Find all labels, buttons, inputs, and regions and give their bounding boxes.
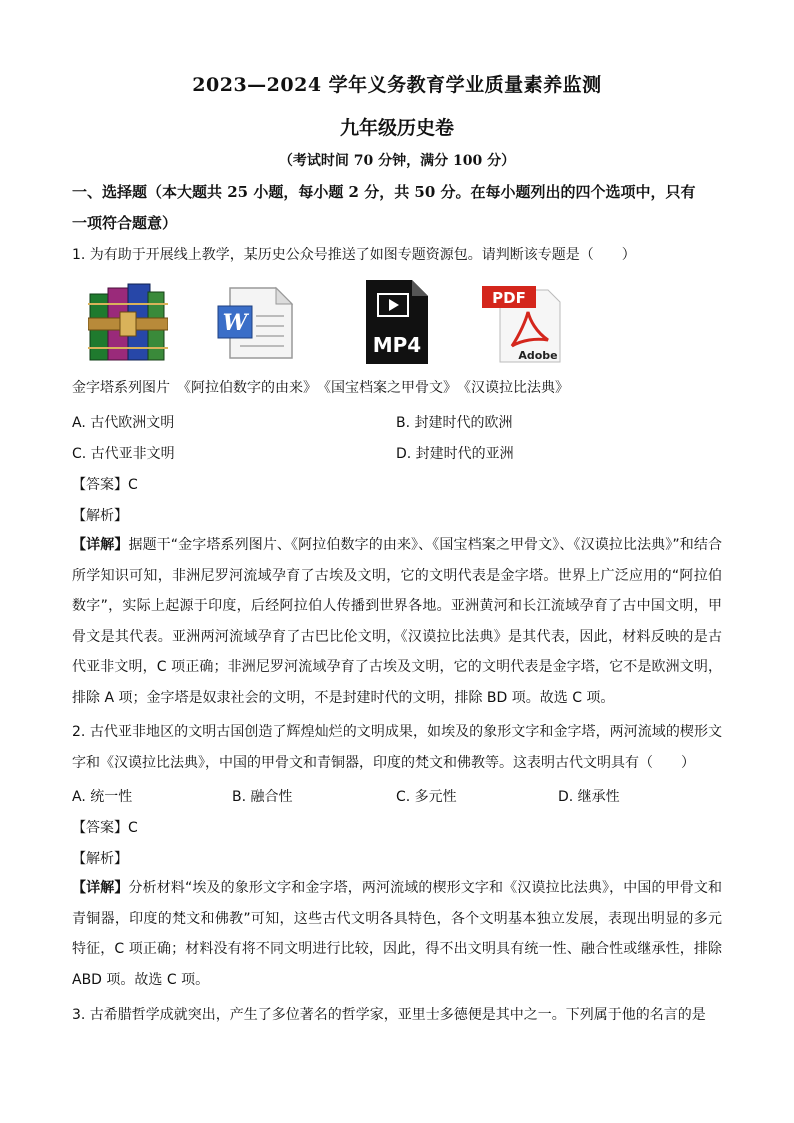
q1-detail-label: 【详解】 [72,537,129,553]
q1-analysis-label: 【解析】 [72,508,128,524]
q2-detail [72,873,722,995]
q2-option-d: D. 继承性 [558,789,620,805]
q1-answer: 【答案】C [72,477,138,493]
q1-option-d: D. 封建时代的亚洲 [396,446,514,462]
q2-detail-label: 【详解】 [72,880,129,896]
q2-option-a: A. 统一性 [72,789,133,805]
q2-analysis-label: 【解析】 [72,851,128,867]
q1-detail [72,530,722,713]
pdf-adobe-icon [482,284,562,364]
exam-info: （考试时间 70 分钟，满分 100 分） [278,153,516,169]
section-heading-line2: 一项符合题意） [72,214,178,232]
pdf-label: PDF [492,289,526,307]
q2-option-b: B. 融合性 [232,789,293,805]
q2-option-c: C. 多元性 [396,789,457,805]
q1-option-a: A. 古代欧洲文明 [72,415,175,431]
q1-stem: 1. 为有助于开展线上教学，某历史公众号推送了如图专题资源包。请判断该专题是（ ） [72,247,636,263]
q2-answer: 【答案】C [72,820,138,836]
adobe-label: Adobe [518,349,558,362]
q2-stem: 2. 古代亚非地区的文明古国创造了辉煌灿烂的文明成果，如埃及的象形文字和金字塔，两河流域的楔形文字和《汉谟拉比法典》，中国的甲骨文和青铜器，印度的梵文和佛教等。这表明古代文明具有（ ） [72,724,722,771]
exam-subtitle: 九年级历史卷 [339,117,454,139]
q1-detail-text: 据题干“金字塔系列图片、《阿拉伯数字的由来》、《国宝档案之甲骨文》、《汉谟拉比法典》”和结合所学知识可知，非洲尼罗河流域孕育了古埃及文明，它的文明代表是金字塔。世界上广泛应用的“阿拉伯数字”，实际上起源于印度，后经阿拉伯人传播到世界各地。亚洲黄河和长江流域孕育了古中国文明，甲骨文是其代表。亚洲两河流域孕育了古巴比伦文明，《汉谟拉比法典》是其代表，因此，材料反映的是古代亚非文明，C 项正确；非洲尼罗河流域孕育了古埃及文明，它的文明代表是金字塔，它不是欧洲文明，排除 A 项；金字塔是奴隶社会的文明，不是封建时代的文明，排除 BD 项。故选 C 项。 [72,537,722,706]
word-doc-icon [216,286,296,360]
q2-detail-text: 分析材料“埃及的象形文字和金字塔，两河流域的楔形文字和《汉谟拉比法典》，中国的甲骨文和青铜器，印度的梵文和佛教”可知，这些古代文明各具特色，各个文明基本独立发展，表现出明显的多元特征，C 项正确；材料没有将不同文明进行比较，因此，得不出文明具有统一性、融合性或继承性，排除 ABD 项。故选 C 项。 [72,880,722,988]
q3-stem: 3. 古希腊哲学成就突出，产生了多位著名的哲学家，亚里士多德便是其中之一。下列属于他的名言的是 [72,1007,706,1023]
mp4-file-icon [366,280,428,364]
q1-option-b: B. 封建时代的欧洲 [396,415,513,431]
winrar-books-icon [88,282,168,364]
exam-title: 2023—2024 学年义务教育学业质量素养监测 [192,74,602,96]
section-heading-line1: 一、选择题（本大题共 25 小题，每小题 2 分，共 50 分。在每小题列出的四个选项中，只有 [72,183,696,201]
q1-image-captions: 金字塔系列图片 《阿拉伯数字的由来》 《国宝档案之甲骨文》 《汉谟拉比法典》 [72,380,569,396]
mp4-label: MP4 [372,333,422,357]
q1-option-c: C. 古代亚非文明 [72,446,175,462]
svg-text:W: W [222,310,248,336]
